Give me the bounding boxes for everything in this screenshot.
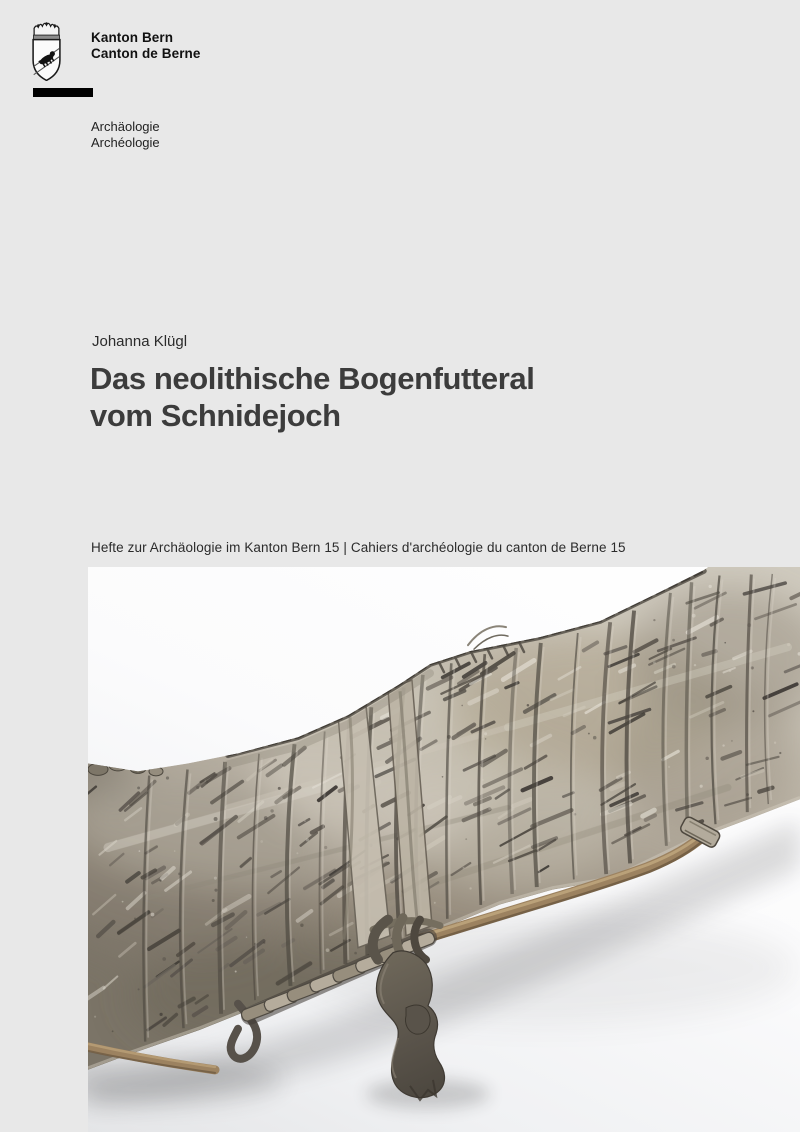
department-name-de: Archäologie xyxy=(91,119,160,134)
canton-name-fr: Canton de Berne xyxy=(91,45,201,61)
cover-photo-bow-case xyxy=(88,567,800,1132)
department-name xyxy=(91,119,160,150)
bern-coat-of-arms-icon xyxy=(30,21,63,81)
author-name: Johanna Klügl xyxy=(92,333,188,350)
bow-case-illustration xyxy=(88,567,800,1132)
header-divider-bar xyxy=(33,88,93,97)
canton-name-de: Kanton Bern xyxy=(91,30,174,45)
series-title: Hefte zur Archäologie im Kanton Bern 15 | Cahiers d'archéologie du canton de Berne 15 xyxy=(91,540,626,555)
page-title xyxy=(90,360,534,434)
department-name-fr: Archéologie xyxy=(91,134,160,150)
title-line-1: Das neolithische Bogenfutteral xyxy=(90,361,535,396)
canton-name xyxy=(91,30,201,61)
title-line-2: vom Schnidejoch xyxy=(90,398,341,433)
